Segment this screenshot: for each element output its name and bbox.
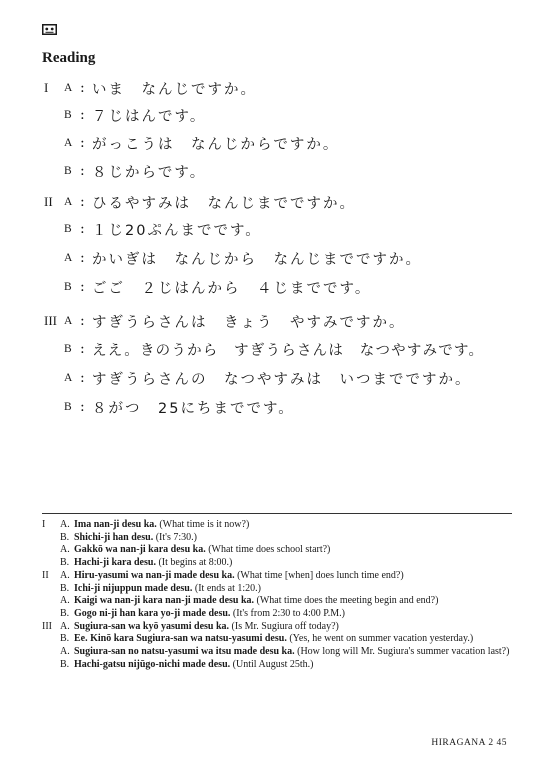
divider	[42, 513, 512, 514]
japanese-text: ええ。きのうから すぎうらさんは なつやすみです。	[92, 342, 485, 359]
dialogue-line: A : がっこうは なんじからですか。	[64, 131, 339, 155]
japanese-text: すぎうらさんは きょう やすみですか。	[92, 314, 406, 331]
dialogue-line: B : ええ。きのうから すぎうらさんは なつやすみです。	[64, 337, 484, 361]
romaji-text: Gogo ni-ji han kara yo-ji made desu.	[74, 607, 231, 619]
translation-numeral: III	[42, 620, 52, 632]
speaker-label: B	[64, 109, 72, 121]
page-footer: HIRAGANA 2 45	[431, 738, 507, 748]
translation-numeral	[42, 608, 60, 621]
translation-speaker: B.	[60, 582, 70, 594]
dialogue-numeral: II	[44, 194, 53, 209]
romaji-text: Ichi-ji nijuppun made desu.	[74, 582, 193, 594]
translation-speaker: B.	[60, 607, 70, 619]
translation-numeral	[42, 659, 60, 672]
translation-row	[42, 659, 512, 672]
speaker-label: A	[64, 315, 73, 327]
english-text: (It's from 2:30 to 4:00 P.M.)	[230, 607, 345, 619]
translation-row	[42, 532, 512, 545]
speaker-label: A	[64, 372, 73, 384]
translation-list	[42, 519, 512, 671]
japanese-text: ７じはんです。	[92, 108, 207, 125]
romaji-text: Ee. Kinō kara Sugiura-san wa natsu-yasumi desu.	[74, 633, 287, 645]
speaker-label: B	[64, 165, 72, 177]
speaker-label: B	[64, 281, 72, 293]
translation-speaker: B.	[60, 557, 70, 569]
translation-row	[42, 646, 512, 659]
romaji-text: Hachi-gatsu nijūgo-nichi made desu.	[74, 658, 231, 670]
translation-speaker: B.	[60, 658, 70, 670]
speaker-label: A	[64, 82, 73, 94]
romaji-text: Hiru-yasumi wa nan-ji made desu ka.	[74, 569, 235, 581]
speaker-label: A	[64, 196, 73, 208]
japanese-text: がっこうは なんじからですか。	[92, 136, 340, 153]
japanese-text: いま なんじですか。	[92, 81, 257, 98]
translation-numeral	[42, 633, 60, 646]
romaji-text: Kaigi wa nan-ji kara nan-ji made desu ka.	[74, 595, 255, 607]
english-text: (What time does the meeting begin and end?)	[254, 595, 439, 607]
translation-row	[42, 633, 512, 646]
speaker-label: A	[64, 137, 73, 149]
dialogue-line: A : いま なんじですか。	[64, 76, 257, 100]
japanese-text: １じ20ぷんまでです。	[92, 222, 262, 239]
dialogue-numeral: III	[44, 313, 57, 328]
translation-speaker: A.	[60, 569, 70, 581]
dialogue-line: A : すぎうらさんは きょう やすみですか。	[64, 309, 406, 333]
dialogue-line: B : １じ20ぷんまでです。	[64, 217, 262, 241]
translation-row	[42, 544, 512, 557]
japanese-text: ８がつ 25にちまでです。	[92, 400, 295, 417]
english-text: (What time [when] does lunch time end?)	[234, 569, 404, 581]
romaji-text: Shichi-ji han desu.	[74, 531, 154, 543]
translation-speaker: B.	[60, 531, 70, 543]
translation-row	[42, 608, 512, 621]
translation-speaker: A.	[60, 620, 70, 632]
translation-numeral: II	[42, 569, 49, 581]
english-text: (It ends at 1:20.)	[192, 582, 261, 594]
japanese-text: すぎうらさんの なつやすみは いつまでですか。	[92, 371, 472, 388]
dialogue-line: A : ひるやすみは なんじまでですか。	[64, 190, 356, 214]
translation-numeral	[42, 544, 60, 557]
dialogue-line: B : ８がつ 25にちまでです。	[64, 395, 295, 419]
romaji-text: Gakkō wa nan-ji kara desu ka.	[74, 544, 206, 556]
speaker-label: B	[64, 343, 72, 355]
romaji-text: Sugiura-san wa kyō yasumi desu ka.	[74, 620, 230, 632]
translation-numeral	[42, 557, 60, 570]
translation-speaker: A.	[60, 595, 70, 607]
dialogue-line: A : すぎうらさんの なつやすみは いつまでですか。	[64, 366, 472, 390]
dialogue-line: A : かいぎは なんじから なんじまでですか。	[64, 246, 422, 270]
translation-numeral	[42, 532, 60, 545]
english-text: (What time does school start?)	[205, 544, 331, 556]
translation-numeral	[42, 595, 60, 608]
dialogue-numeral: I	[44, 80, 49, 95]
japanese-text: ８じからです。	[92, 164, 207, 181]
speaker-label: A	[64, 252, 73, 264]
cassette-tape-icon	[42, 24, 57, 35]
translation-row	[42, 557, 512, 570]
dialogue-line: B : ７じはんです。	[64, 103, 206, 127]
translation-row	[42, 519, 512, 532]
translation-row	[42, 583, 512, 596]
romaji-text: Ima nan-ji desu ka.	[74, 519, 157, 530]
english-text: (What time is it now?)	[156, 519, 250, 530]
translation-speaker: A.	[60, 519, 70, 530]
english-text: (Is Mr. Sugiura off today?)	[229, 620, 339, 632]
translation-row	[42, 595, 512, 608]
english-text: (Until August 25th.)	[230, 658, 314, 670]
translation-row	[42, 570, 512, 583]
dialogue-line: B : ごご ２じはんから ４じまでです。	[64, 275, 371, 299]
english-text: (Yes, he went on summer vacation yesterday.)	[286, 633, 474, 645]
romaji-text: Hachi-ji kara desu.	[74, 557, 156, 569]
speaker-label: B	[64, 401, 72, 413]
speaker-label: B	[64, 223, 72, 235]
japanese-text: ごご ２じはんから ４じまでです。	[92, 280, 372, 297]
translation-numeral	[42, 646, 60, 659]
translation-speaker: A.	[60, 544, 70, 556]
section-heading: Reading	[42, 50, 96, 66]
romaji-text: Sugiura-san no natsu-yasumi wa itsu made desu ka.	[74, 646, 295, 658]
japanese-text: かいぎは なんじから なんじまでですか。	[92, 251, 422, 268]
translation-row	[42, 621, 512, 634]
translation-numeral	[42, 583, 60, 596]
english-text: (It begins at 8:00.)	[155, 557, 233, 569]
translation-speaker: B.	[60, 633, 70, 645]
english-text: (It's 7:30.)	[153, 531, 197, 543]
japanese-text: ひるやすみは なんじまでですか。	[92, 195, 356, 212]
translation-speaker: A.	[60, 646, 70, 658]
translation-numeral: I	[42, 519, 46, 530]
english-text: (How long will Mr. Sugiura's summer vacation last?)	[294, 646, 510, 658]
dialogue-line: B : ８じからです。	[64, 159, 206, 183]
